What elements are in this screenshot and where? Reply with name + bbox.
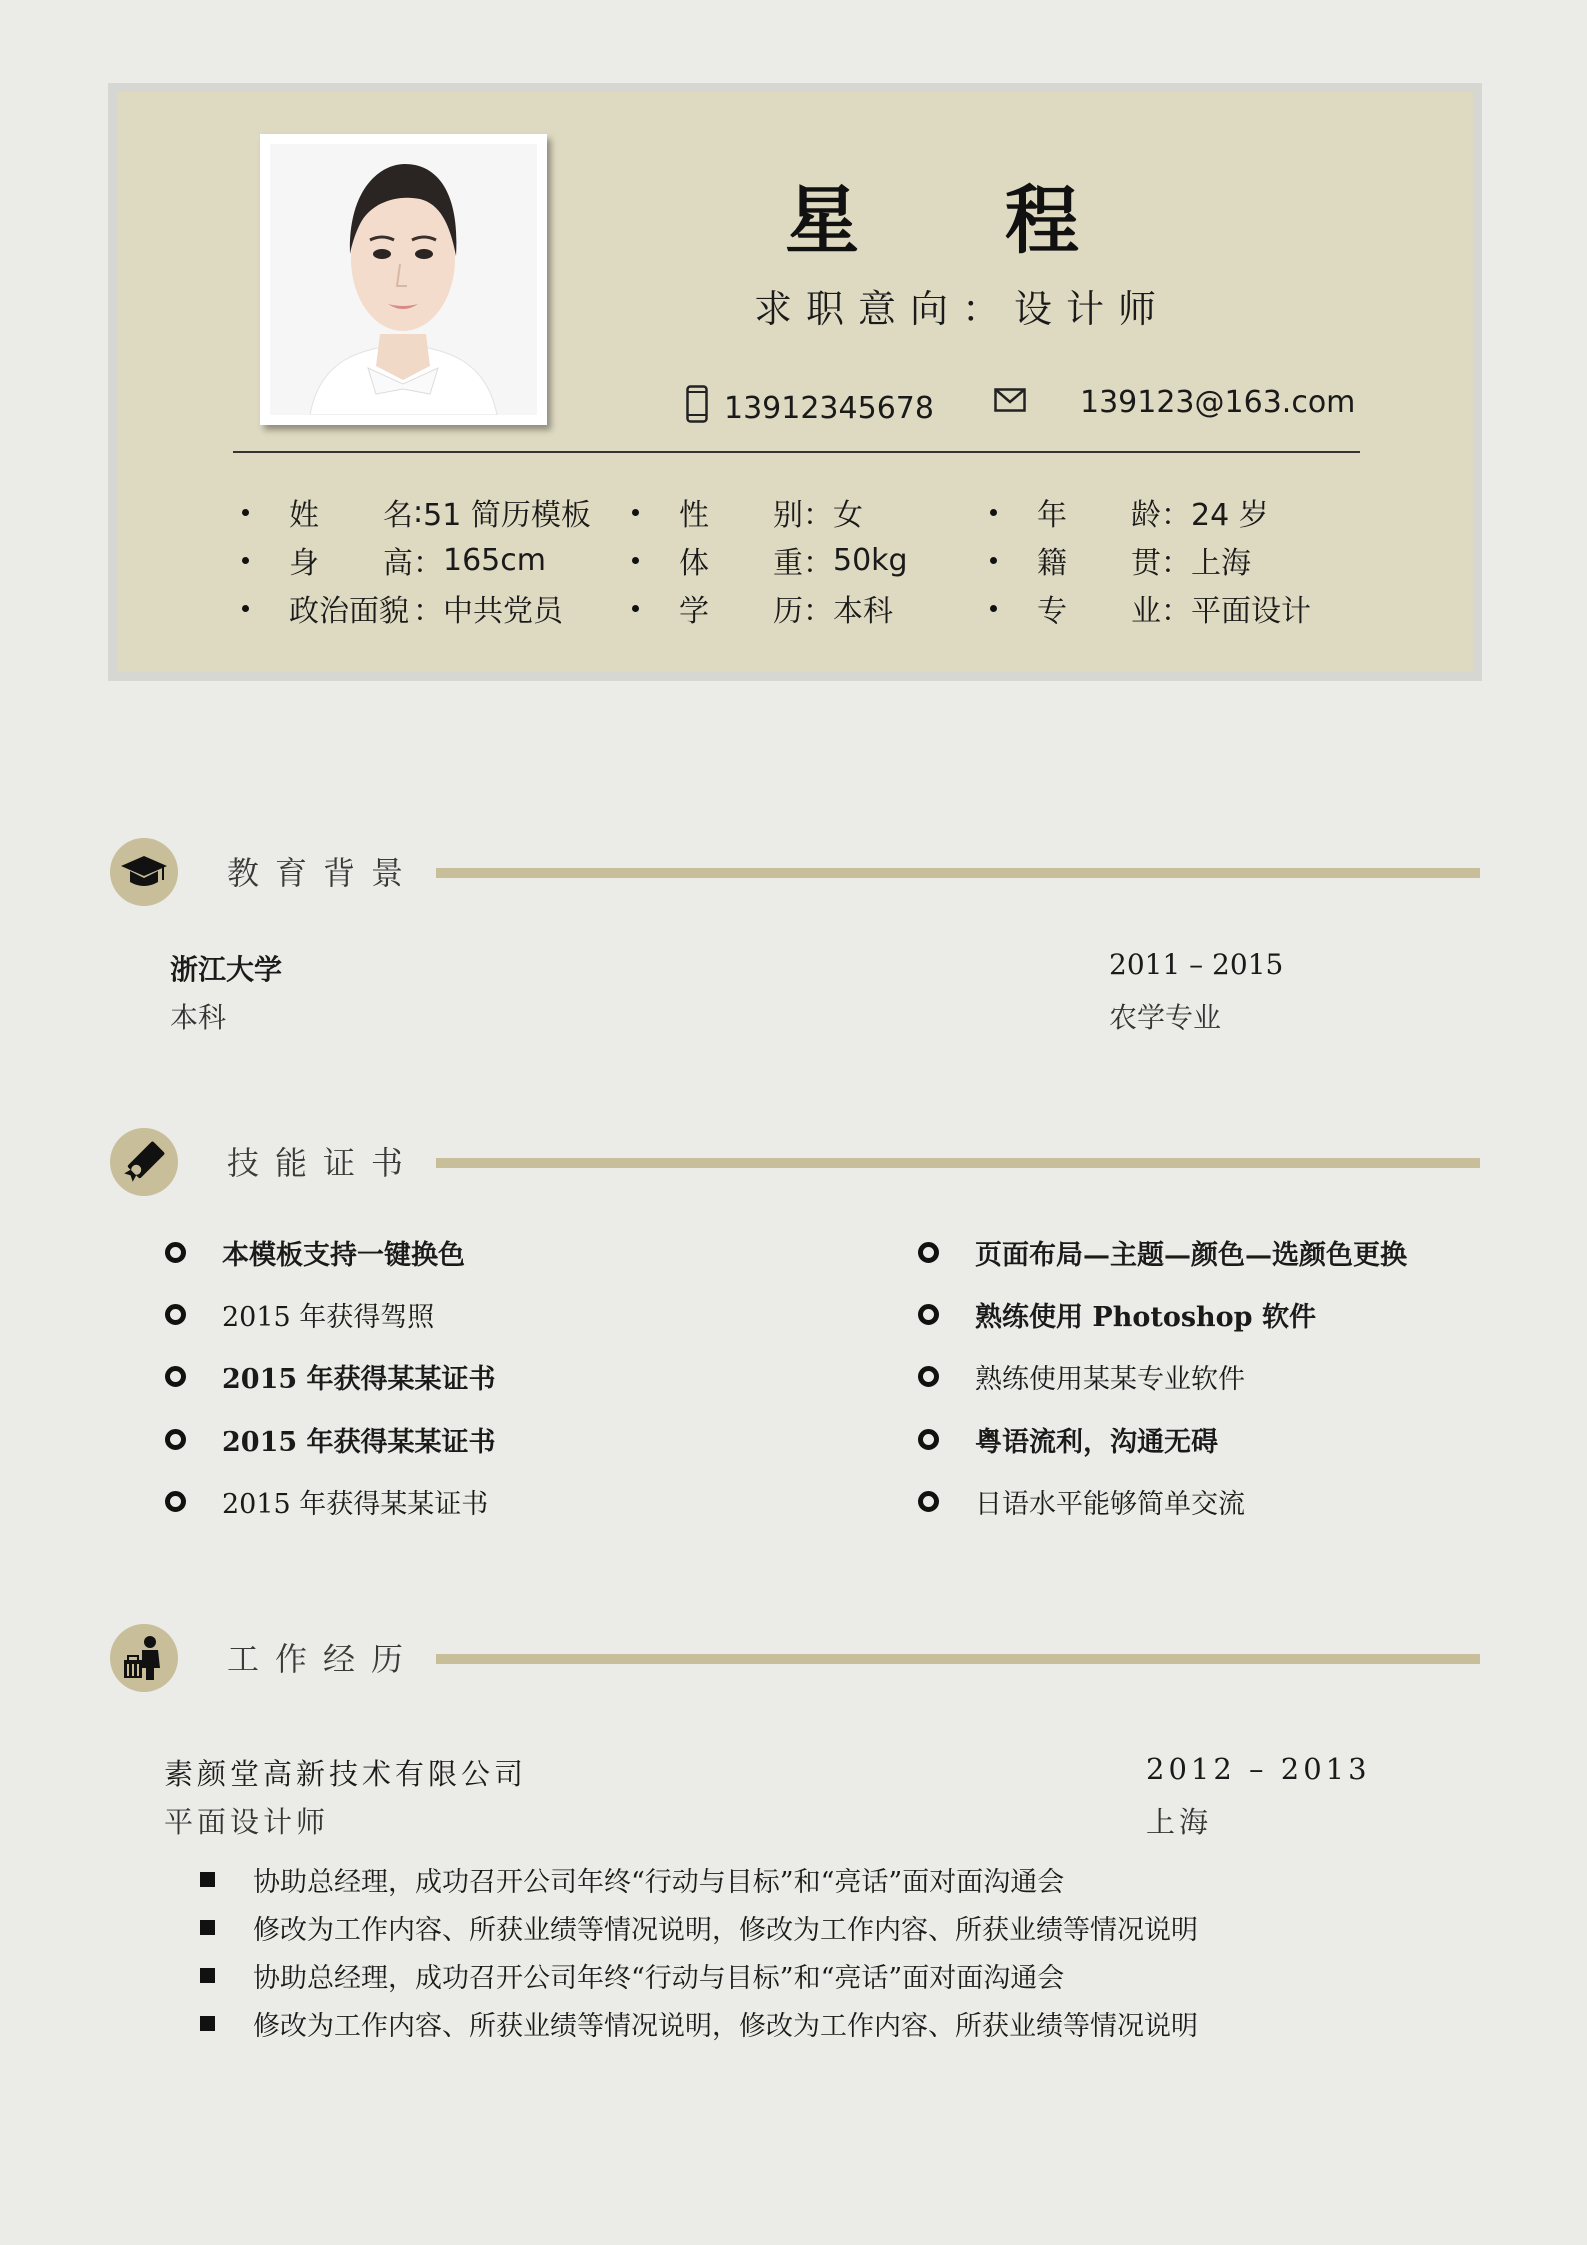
phone-number: 13912345678: [724, 390, 934, 426]
education-period: 2011 – 2015: [1109, 948, 1284, 981]
section-rule: [436, 868, 1480, 878]
degree: 本科: [170, 1001, 227, 1034]
section-title: 技能证书: [227, 1144, 420, 1182]
section-title: 工作经历: [227, 1640, 420, 1678]
profile-photo: [260, 134, 547, 425]
info-item-education: 学 历 ： 本科: [632, 584, 908, 632]
company-name: 素颜堂高新技术有限公司: [164, 1757, 528, 1791]
skill-item: 本模板支持一键换色: [165, 1233, 465, 1272]
info-column-3: [990, 488, 1311, 632]
work-duty-item: 协助总经理，成功召开公司年终“行动与目标”和“亮话”面对面沟通会: [200, 1860, 1064, 1899]
skill-item: 熟练使用 Photoshop 软件: [918, 1295, 1316, 1334]
info-item-major: 专 业 ： 平面设计: [990, 584, 1311, 632]
skill-item: 2015 年获得某某证书: [165, 1357, 496, 1396]
info-item-age: 年 龄 ： 24 岁: [990, 488, 1311, 536]
mail-icon: [994, 385, 1026, 420]
work-duty-item: 修改为工作内容、所获业绩等情况说明，修改为工作内容、所获业绩等情况说明: [200, 2004, 1198, 2043]
section-title: 教育背景: [227, 854, 420, 892]
candidate-name: 星 程: [785, 178, 1139, 264]
info-item-gender: 性 别 ： 女: [632, 488, 908, 536]
info-item-hometown: 籍 贯 ： 上海: [990, 536, 1311, 584]
work-section-header: [110, 1624, 1480, 1696]
skill-item: 2015 年获得某某证书: [165, 1482, 488, 1521]
job-position: 平面设计师: [164, 1805, 330, 1839]
work-period: 2012 – 2013: [1146, 1752, 1371, 1786]
profile-header: [108, 83, 1482, 681]
portrait-image: [270, 144, 537, 415]
work-duty-item: 协助总经理，成功召开公司年终“行动与目标”和“亮话”面对面沟通会: [200, 1956, 1064, 1995]
work-duty-item: 修改为工作内容、所获业绩等情况说明，修改为工作内容、所获业绩等情况说明: [200, 1908, 1198, 1947]
certificate-icon: [110, 1128, 178, 1196]
info-item-height: 身 高 ： 165cm: [242, 536, 591, 584]
skill-item: 2015 年获得驾照: [165, 1295, 434, 1334]
section-rule: [436, 1654, 1480, 1664]
skill-item: 2015 年获得某某证书: [165, 1420, 496, 1459]
phone-icon: [686, 385, 708, 431]
skills-section-header: [110, 1128, 1480, 1200]
skill-item: 熟练使用某某专业软件: [918, 1357, 1245, 1396]
skill-item: 页面布局—主题—颜色—选颜色更换: [918, 1233, 1407, 1272]
info-item-name: 姓 名 : 51 简历模板: [242, 488, 591, 536]
school-name: 浙江大学: [170, 953, 283, 986]
education-section-header: [110, 838, 1480, 910]
email-address: 139123@163.com: [1080, 385, 1356, 420]
info-column-1: [242, 488, 591, 632]
header-divider: [233, 451, 1360, 453]
info-item-political: 政治面貌 ： 中共党员: [242, 584, 591, 632]
email-contact: [994, 385, 1355, 420]
skill-item: 日语水平能够简单交流: [918, 1482, 1245, 1521]
job-intent: 求职意向：设计师: [753, 287, 1170, 331]
work-location: 上海: [1146, 1805, 1213, 1839]
info-column-2: [632, 488, 908, 632]
skill-item: 粤语流利，沟通无碍: [918, 1420, 1218, 1459]
worker-icon: [110, 1624, 178, 1692]
section-rule: [436, 1158, 1480, 1168]
major: 农学专业: [1109, 1001, 1222, 1034]
phone-contact: [686, 385, 934, 431]
info-item-weight: 体 重 ： 50kg: [632, 536, 908, 584]
graduation-cap-icon: [110, 838, 178, 906]
